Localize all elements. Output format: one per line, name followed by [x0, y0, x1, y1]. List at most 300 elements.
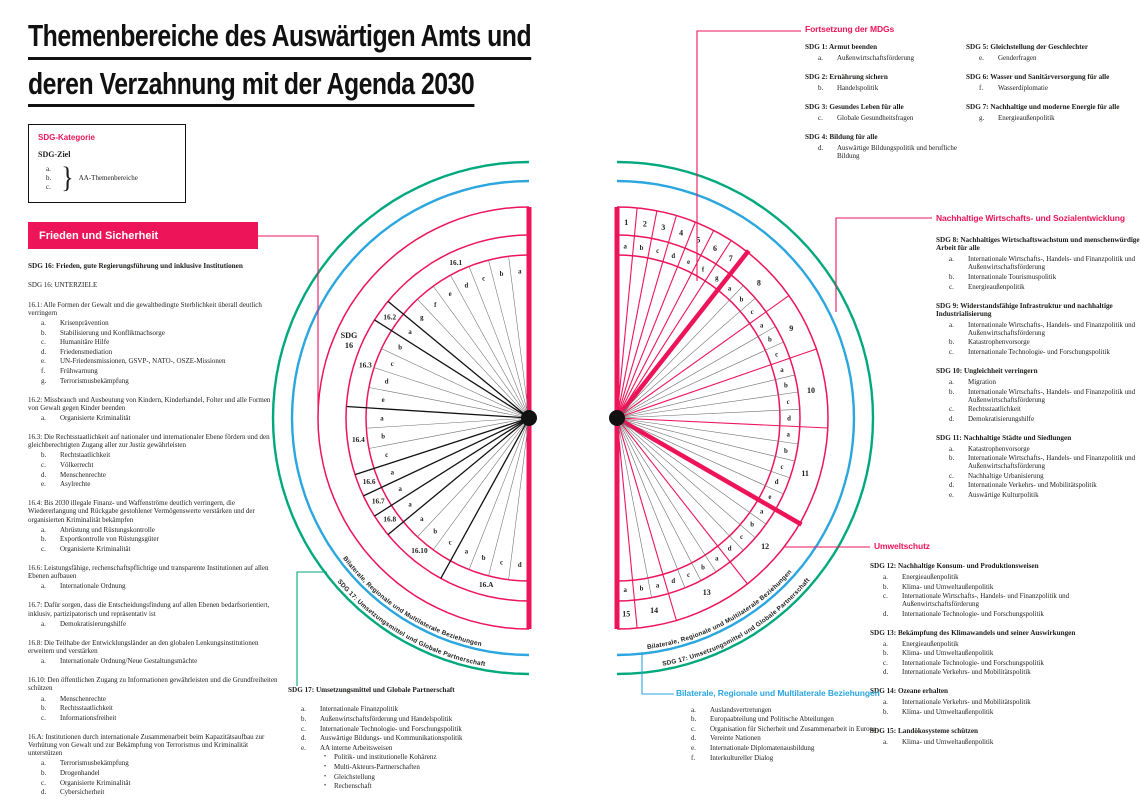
slice-divider	[618, 424, 652, 598]
slice-letter-label: b	[499, 270, 504, 278]
block-title: SDG 13: Bekämpfung des Klimawandels und seiner Auswirkungen	[870, 628, 1076, 637]
slice-divider	[469, 424, 527, 570]
list-item	[936, 415, 1142, 423]
slice-letter-label: a	[759, 508, 764, 516]
slice-letter-label: a	[408, 328, 412, 336]
slice-letter-label: a	[408, 501, 412, 509]
slice-divider	[623, 375, 795, 417]
mdg-label-connector	[697, 31, 801, 281]
left-pink-ring-0	[318, 207, 529, 629]
target-group-divider	[375, 320, 524, 415]
item-text: UN-Friedensmissionen, GSVP-, NATO-, OSZE-Missionen	[60, 357, 226, 366]
goal-divider	[618, 208, 638, 412]
list-item	[28, 545, 280, 553]
block-title: SDG 5: Gleichstellung der Geschlechter	[966, 43, 1089, 51]
item-text: Organisierte Kriminalität	[60, 544, 131, 553]
item-key: a.	[949, 377, 954, 386]
item-text: Internationale Technologie- und Forschungspolitik	[968, 348, 1110, 356]
item-text: Humanitäre Hilfe	[60, 338, 110, 347]
brace-glyph: }	[61, 160, 74, 195]
page-title	[28, 20, 657, 115]
block-title: SDG 14: Ozeane erhalten	[870, 687, 949, 696]
item-text: Rechenschaft	[334, 782, 372, 791]
item-text: Internationale Verkehrs- und Mobilitätspolitik	[902, 698, 1031, 707]
item-text: Internationale Wirtschafts-, Handels- und Finanzpolitik und Außenwirtschaftsförderung	[968, 255, 1136, 272]
right-hub	[609, 410, 625, 426]
list-item	[28, 714, 280, 722]
item-text: Asylrechte	[60, 480, 91, 489]
list-item	[936, 255, 1142, 271]
goal-number-label: 10	[807, 385, 815, 395]
slice-letter-label: d	[671, 577, 676, 585]
block-title: SDG 9: Widerstandsfähige Infrastruktur und nachhaltige Industrialisierung	[936, 301, 1113, 318]
block-lead: 16.1: Alle Formen der Gewalt und die gewaltbedingte Sterblichkeit überall deutlich verringern	[28, 300, 262, 317]
list-item	[805, 114, 957, 122]
goal-divider	[618, 424, 638, 628]
item-key: e.	[41, 357, 46, 366]
item-text: Migration	[968, 377, 996, 386]
slice-divider	[417, 422, 525, 536]
item-text: Rechtstaatlichkeit	[60, 451, 111, 460]
left-curved-sdg17-label: SDG 17: Umsetzungsmittel und Globale Partnerschaft	[335, 578, 486, 669]
target-group-label: 16.1	[449, 257, 463, 267]
bullet-icon: •	[324, 773, 327, 780]
list-item	[28, 329, 280, 337]
slice-divider	[619, 424, 685, 588]
item-text: Organisierte Kriminalität	[60, 413, 131, 422]
slice-divider	[509, 256, 529, 412]
right-curved-relations-label: Bilaterale, Regionale und Multilaterale Beziehungen	[646, 568, 794, 651]
slice-divider	[623, 342, 784, 416]
relations-label-connector	[642, 652, 674, 694]
legend-box	[28, 124, 186, 203]
slice-letter-label: f	[434, 302, 437, 309]
text-block	[870, 562, 1144, 618]
list-item	[870, 649, 1144, 657]
list-item	[936, 348, 1142, 356]
list-item	[28, 338, 280, 346]
slice-letter-label: d	[787, 415, 791, 423]
item-text: Internationale Technologie- und Forschungspolitik	[902, 609, 1044, 618]
item-key: a.	[883, 737, 888, 746]
item-text: Stabilisierung und Konfliktnachsorge	[60, 328, 165, 337]
slice-letter-label: b	[750, 521, 755, 529]
list-item	[870, 668, 1144, 676]
item-text: Demokratisierungshilfe	[60, 619, 127, 628]
target-group-divider	[363, 421, 523, 496]
list-item	[288, 744, 560, 752]
slice-letter-label: c	[448, 539, 452, 547]
item-key: b.	[883, 649, 889, 658]
list-item	[936, 338, 1142, 346]
goal-divider	[618, 211, 660, 412]
slice-letter-label: e	[381, 396, 385, 404]
category-divider	[621, 420, 802, 525]
left-blue-arc	[292, 181, 529, 655]
list-item	[805, 84, 957, 92]
mdg-column-1	[805, 43, 957, 171]
slice-letter-label: a	[464, 548, 469, 556]
item-text: Internationale Wirtschafts-, Handels- und Finanzpolitik und Außenwirtschaftsförderung	[968, 454, 1136, 471]
list-item	[936, 481, 1142, 489]
item-text: Europaabteilung und Politische Abteilungen	[710, 715, 834, 724]
list-item	[936, 491, 1142, 499]
slice-letter-label: b	[784, 382, 788, 390]
slice-divider	[621, 422, 743, 553]
slice-divider	[433, 286, 525, 413]
block-title: SDG 2: Ernährung sichern	[805, 72, 888, 81]
goal-divider	[623, 418, 828, 428]
slice-letter-label: c	[656, 248, 660, 256]
item-key: b.	[818, 83, 824, 92]
list-item	[28, 769, 280, 777]
list-item	[966, 114, 1144, 122]
target-group-label: 16.A	[478, 580, 494, 590]
slice-letter-label: a	[715, 555, 719, 563]
list-item	[936, 454, 1142, 470]
item-key: c.	[691, 724, 696, 733]
target-group-label: 16.3	[359, 360, 372, 370]
block-title: SDG 16: Frieden, gute Regierungsführung und inklusive Institutionen	[28, 262, 243, 270]
item-text: Rechtsstaatlichkeit	[968, 405, 1021, 414]
slice-letter-label: g	[715, 275, 719, 283]
item-key: a.	[949, 255, 954, 264]
item-key: c.	[41, 778, 46, 787]
text-block	[805, 133, 957, 160]
slice-divider	[623, 421, 784, 495]
page-title-line1: Themenbereiche des Auswärtigen Amts und	[28, 20, 531, 60]
goal-divider	[619, 219, 695, 412]
text-block	[288, 705, 560, 790]
slice-letter-label: b	[768, 336, 772, 344]
slice-divider	[623, 419, 795, 461]
item-key: d.	[883, 609, 889, 618]
slice-divider	[622, 298, 756, 414]
list-item	[28, 695, 280, 703]
target-group-label: 16.8	[383, 514, 397, 524]
item-text: Globale Gesundheitsfragen	[837, 113, 914, 122]
list-item	[870, 659, 1144, 667]
item-key: c.	[301, 724, 306, 733]
list-item	[936, 388, 1142, 404]
block-title: SDG 6: Wasser und Sanitärversorgung für alle	[966, 72, 1110, 81]
item-key: f.	[979, 83, 984, 92]
legend-brace-label: AA-Themenbereiche	[78, 173, 138, 182]
category-divider	[620, 251, 749, 415]
left-pink-ring-1	[346, 235, 529, 601]
item-text: Terrorismusbekämpfung	[60, 759, 129, 768]
list-item	[288, 725, 560, 733]
item-text: Auswärtige Bildungspolitik und berufliche Bildung	[837, 143, 957, 160]
item-key: e.	[301, 743, 306, 752]
list-item	[870, 592, 1144, 608]
item-key: a.	[41, 582, 46, 591]
item-text: Frühwarnung	[60, 366, 98, 375]
item-text: Internationale Finanzpolitik	[320, 705, 398, 714]
item-key: a.	[883, 639, 888, 648]
list-item	[28, 367, 280, 375]
slice-divider	[382, 349, 524, 416]
item-text: Katastrophenvorsorge	[968, 444, 1030, 453]
slice-letter-label: b	[639, 585, 644, 593]
list-item	[28, 471, 280, 479]
item-text: Internationale Ordnung	[60, 582, 126, 591]
slice-letter-label: a	[727, 285, 732, 293]
text-block	[805, 73, 957, 92]
item-key: c.	[41, 544, 46, 553]
sub-list-item	[288, 773, 560, 781]
text-block	[288, 686, 560, 694]
slice-letter-label: a	[518, 268, 522, 276]
slice-letter-label: a	[655, 582, 660, 590]
goal-divider	[622, 421, 800, 524]
page-title-line2: deren Verzahnung mit der Agenda 2030	[28, 68, 474, 108]
item-key: a.	[691, 705, 696, 714]
item-key: a.	[41, 657, 46, 666]
item-text: Internationale Wirtschafts-, Handels- und Finanzpolitik und Außenwirtschaftsförderung	[968, 320, 1136, 337]
list-item	[28, 414, 280, 422]
right-curved-sdg17-label: SDG 17: Umsetzungsmittel und Globale Partnerschaft	[661, 576, 812, 668]
item-text: Energieaußenpolitik	[902, 572, 959, 581]
item-text: Energieaußenpolitik	[998, 113, 1055, 122]
slice-divider	[623, 419, 798, 444]
list-item	[28, 377, 280, 385]
list-item	[870, 583, 1144, 591]
item-text: Nachhaltige Urbanisierung	[968, 471, 1044, 480]
text-block	[28, 281, 280, 289]
item-text: Handelspolitik	[837, 83, 879, 92]
slice-letter-label: c	[786, 399, 790, 406]
text-block	[936, 434, 1142, 499]
slice-letter-label: a	[780, 366, 784, 374]
block-title: SDG 11: Nachhaltige Städte und Siedlungen	[936, 433, 1072, 442]
item-key: f.	[41, 366, 46, 375]
slice-divider	[623, 409, 800, 417]
list-item	[288, 734, 560, 742]
item-text: Krisenprävention	[60, 319, 109, 328]
target-group-label: 16.6	[362, 476, 376, 486]
slice-letter-label: b	[701, 564, 705, 572]
item-key: a.	[41, 759, 46, 768]
list-item	[28, 348, 280, 356]
item-key: b.	[41, 535, 47, 544]
item-key: c.	[949, 282, 954, 291]
item-key: e.	[41, 480, 46, 489]
slice-letter-label: a	[380, 415, 384, 423]
slice-divider	[374, 368, 523, 417]
goal-number-label: 9	[789, 323, 794, 333]
goal-divider	[620, 241, 731, 414]
goal-number-label: 4	[679, 228, 684, 238]
list-item	[288, 715, 560, 723]
block-lead: 16.4: Bis 2030 illegale Finanz- und Waffenströme deutlich verringern, die Wiedererlangung und Rückgabe gestohlener Vermögenswerte verstärken und der organisierten Kriminalität bekämpfen	[28, 499, 255, 524]
item-key: a.	[41, 413, 46, 422]
item-key: g.	[979, 113, 985, 122]
item-text: Katastrophenvorsorge	[968, 338, 1030, 347]
list-item	[28, 620, 280, 628]
item-key: d.	[691, 734, 697, 743]
list-item	[936, 273, 1142, 281]
sdg16-targets-column	[28, 262, 280, 807]
item-key: b.	[41, 328, 47, 337]
sdg16-ring-label: SDG	[340, 331, 358, 340]
item-key: b.	[301, 715, 307, 723]
item-key: b.	[949, 454, 955, 463]
economy-label-connector	[836, 218, 932, 312]
list-item	[805, 144, 957, 160]
slice-letter-label: d	[727, 545, 732, 553]
right-pink-ring-1	[617, 235, 800, 601]
item-key: c.	[949, 348, 954, 356]
goal-number-label: 13	[702, 587, 711, 597]
list-item	[678, 734, 934, 742]
item-key: c.	[41, 713, 46, 722]
economy-section-label: Nachhaltige Wirtschafts- und Sozialentwicklung	[936, 213, 1125, 223]
goal-number-label: 14	[650, 606, 659, 616]
slice-divider	[448, 275, 527, 413]
item-text: Internationale Tourismuspolitik	[968, 272, 1057, 281]
item-key: a.	[883, 698, 888, 707]
legend-brace-row	[38, 160, 176, 195]
item-text: Cybersicherheit	[60, 788, 105, 797]
environment-section-label: Umweltschutz	[874, 541, 930, 551]
item-text: Internationale Technologie- und Forschungspolitik	[320, 724, 462, 733]
slice-divider	[623, 420, 790, 478]
slice-divider	[433, 423, 525, 550]
list-item	[678, 744, 934, 752]
item-key: d.	[41, 347, 47, 356]
text-block	[28, 564, 280, 590]
block-lead: 16.3: Die Rechtsstaatlichkeit auf nationaler und internationaler Ebene fördern und den gleichberechtigten Zugang aller zur Justiz gewährleisten	[28, 432, 270, 450]
mdg-column-2	[966, 43, 1144, 133]
item-text: Auswärtige Bildungs- und Kommunikationspolitik	[320, 734, 463, 743]
legend-letter-list	[46, 165, 51, 192]
bullet-icon: •	[324, 783, 327, 790]
legend-letter: b.	[46, 173, 52, 182]
slice-letter-label: a	[759, 322, 764, 330]
left-curved-relations-label: Bilaterale, Regionale und Multilaterale Beziehungen	[341, 555, 483, 649]
slice-letter-label: c	[775, 351, 779, 359]
slice-divider	[622, 327, 775, 416]
slice-letter-label: a	[623, 587, 627, 595]
item-text: Multi-Akteurs-Partnerschaften	[334, 762, 420, 771]
slice-divider	[489, 260, 528, 412]
item-key: c.	[41, 338, 46, 347]
list-item	[870, 573, 1144, 581]
item-key: b.	[949, 272, 955, 281]
list-item	[28, 451, 280, 459]
item-key: a.	[41, 319, 46, 328]
right-pink-ring-0	[617, 207, 828, 629]
target-group-divider	[346, 407, 523, 418]
item-key: d.	[41, 788, 47, 797]
item-key: b.	[41, 451, 47, 460]
target-group-divider	[388, 422, 524, 535]
list-item	[28, 480, 280, 488]
block-lead: 16.7: Dafür sorgen, dass die Entscheidungsfindung auf allen Ebenen bedarfsorientiert, inklusiv, partizipatorisch und repräsentativ ist	[28, 601, 270, 618]
target-group-label: 16.2	[383, 312, 397, 322]
sub-list-item	[288, 753, 560, 761]
item-text: Terrorismusbekämpfung	[60, 376, 129, 385]
slice-divider	[489, 424, 528, 576]
slice-divider	[369, 388, 523, 417]
relations-column	[678, 704, 934, 773]
list-item	[28, 461, 280, 469]
list-item	[966, 54, 1144, 62]
peace-security-banner: Frieden und Sicherheit	[28, 222, 258, 249]
text-block	[870, 629, 1144, 677]
item-key: a.	[301, 705, 306, 714]
text-block	[805, 43, 957, 62]
list-item	[28, 657, 280, 665]
target-group-label: 16.10	[411, 546, 428, 555]
slice-letter-label: c	[482, 275, 486, 283]
item-text: Internationale Verkehrs- und Mobilitätspolitik	[968, 481, 1097, 490]
target-group-divider	[441, 423, 526, 578]
text-block	[28, 676, 280, 722]
goal-divider	[623, 349, 817, 416]
item-text: Gleichstellung	[334, 772, 375, 781]
block-title: SDG 12: Nachhaltige Konsum- und Produktionsweisen	[870, 562, 1039, 570]
slice-letter-label: a	[786, 431, 790, 439]
item-key: a.	[949, 444, 954, 453]
item-text: Friedensmediation	[60, 347, 113, 356]
goal-divider	[620, 228, 714, 413]
item-key: d.	[41, 470, 47, 479]
item-text: Demokratisierungshilfe	[968, 414, 1035, 423]
sub-list-item	[288, 763, 560, 771]
item-text: Internationale Ordnung/Neue Gestaltungsmächte	[60, 657, 198, 666]
block-lead: 16.2: Missbrauch und Ausbeutung von Kindern, Kinderhandel, Folter und alle Formen von Gewalt gegen Kinder beenden	[28, 395, 271, 412]
slice-letter-label: e	[686, 258, 691, 266]
slice-letter-label: c	[390, 361, 394, 369]
list-item	[936, 405, 1142, 413]
legend-letter: c.	[46, 182, 51, 191]
left-pink-ring-2	[366, 255, 529, 581]
item-key: f.	[691, 753, 696, 762]
bullet-icon: •	[324, 763, 327, 770]
goal-number-label: 3	[661, 223, 666, 233]
target-group-divider	[375, 421, 524, 516]
sub-list-item	[288, 782, 560, 790]
goal-number-label: 12	[761, 542, 770, 552]
text-block	[28, 433, 280, 488]
block-title: SDG 10: Ungleichheit verringern	[936, 367, 1038, 375]
slice-letter-label: b	[481, 555, 486, 563]
slice-letter-label: g	[420, 314, 424, 322]
item-key: e.	[979, 53, 984, 62]
block-title: SDG 8: Nachhaltiges Wirtschaftswachstum und menschenwürdige Arbeit für alle	[936, 236, 1140, 253]
slice-divider	[620, 423, 716, 572]
sdg16-ring-label: 16	[344, 341, 354, 350]
item-text: Klima- und Umweltaußenpolitik	[902, 582, 994, 591]
sdg17-label-connector	[297, 572, 327, 686]
item-key: g.	[41, 376, 47, 385]
text-block	[28, 639, 280, 665]
list-item	[28, 779, 280, 787]
slice-letter-label: c	[686, 571, 691, 579]
item-key: a.	[41, 525, 46, 534]
slice-letter-label: d	[464, 282, 469, 290]
item-key: d.	[883, 668, 889, 677]
slice-letter-label: a	[420, 515, 424, 523]
block-lead: 16.8: Die Teilhabe der Entwicklungsländer an den globalen Lenkungsinstitutionen erweitern und verstärken	[28, 638, 259, 655]
slice-divider	[417, 299, 525, 413]
left-outer-green-arc	[273, 162, 529, 674]
list-item	[28, 759, 280, 767]
slice-letter-label: b	[784, 447, 788, 455]
block-lead: 16.6: Leistungsfähige, rechenschaftspflichtige und transparente Institutionen auf allen Ebenen aufbauen	[28, 563, 269, 581]
